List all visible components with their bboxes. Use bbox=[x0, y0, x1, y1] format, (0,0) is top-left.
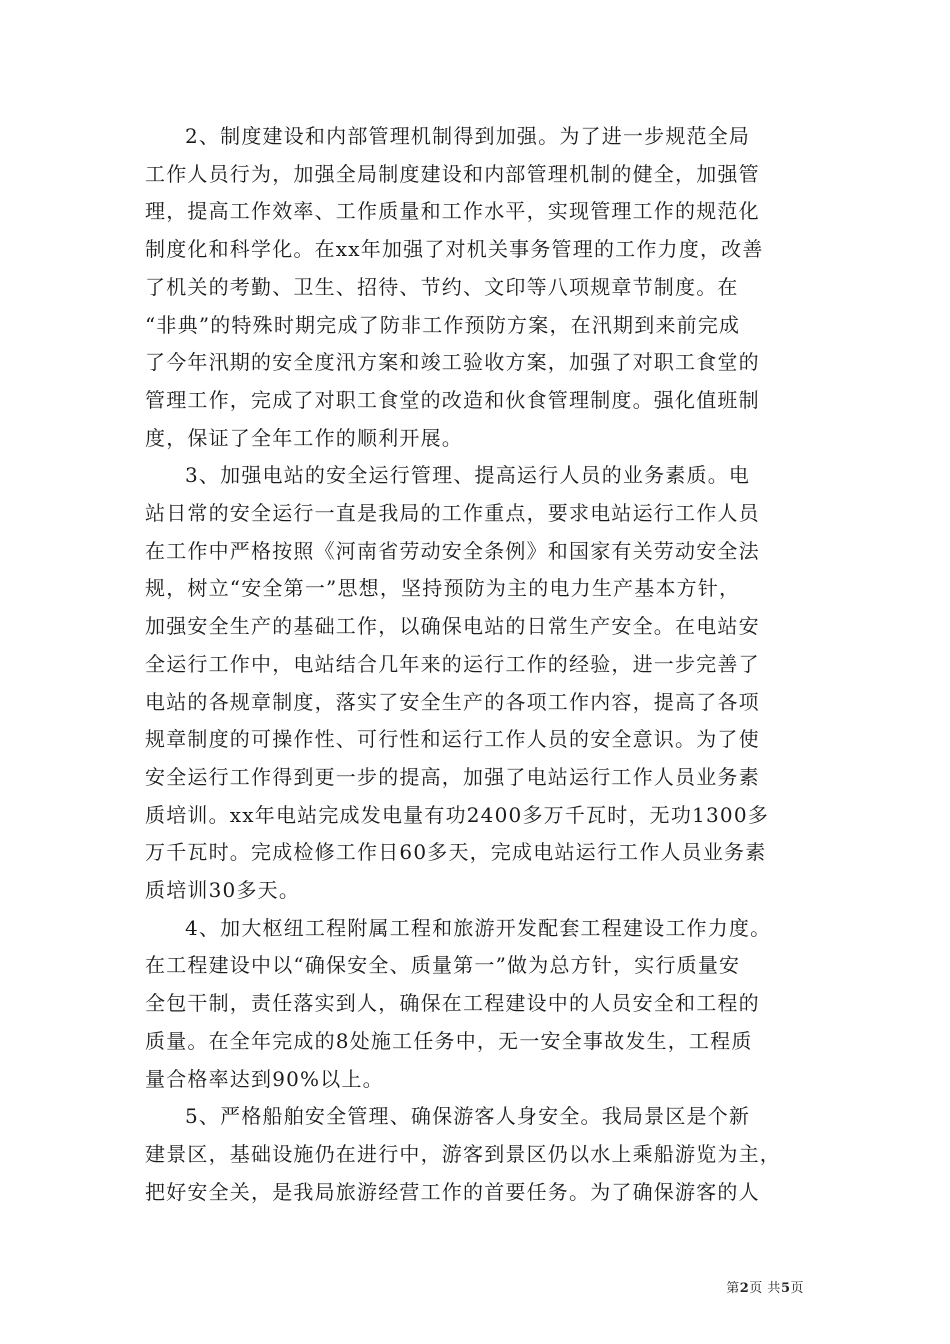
text-line: 度，保证了全年工作的顺利开展。 bbox=[145, 425, 463, 450]
document-body bbox=[145, 118, 805, 1211]
paragraph bbox=[145, 910, 805, 1099]
text-line: 安全运行工作得到更一步的提高，加强了电站运行工作人员业务素 bbox=[145, 764, 760, 789]
text-line: 5、严格船舶安全管理、确保游客人身安全。我局景区是个新 bbox=[185, 1104, 751, 1129]
text-line: 建景区，基础设施仍在进行中，游客到景区仍以水上乘船游览为主， bbox=[145, 1141, 781, 1166]
text-line: 2、制度建设和内部管理机制得到加强。为了进一步规范全局 bbox=[185, 124, 751, 148]
text-line: 质培训30多天。 bbox=[145, 878, 301, 903]
text-line: 工作人员行为，加强全局制度建设和内部管理机制的健全，加强管 bbox=[145, 161, 760, 186]
text-line: “非典”的特殊时期完成了防非工作预防方案，在汛期到来前完成 bbox=[145, 312, 741, 337]
text-line: 站日常的安全运行一直是我局的工作重点，要求电站运行工作人员 bbox=[145, 501, 760, 526]
text-line: 万千瓦时。完成检修工作日60多天，完成电站运行工作人员业务素 bbox=[145, 840, 767, 865]
text-line: 把好安全关，是我局旅游经营工作的首要任务。为了确保游客的人 bbox=[145, 1179, 760, 1204]
total-page-number: 5 bbox=[780, 1281, 791, 1296]
text-line: 了机关的考勤、卫生、招待、节约、文印等八项规章节制度。在 bbox=[145, 274, 739, 299]
footer-suffix: 页 bbox=[790, 1281, 804, 1296]
text-line: 全运行工作中，电站结合几年来的运行工作的经验，进一步完善了 bbox=[145, 651, 760, 676]
paragraph bbox=[145, 1098, 805, 1211]
text-line: 制度化和科学化。在xx年加强了对机关事务管理的工作力度，改善 bbox=[145, 237, 764, 262]
text-line: 质量。在全年完成的8处施工任务中，无一安全事故发生，工程质 bbox=[145, 1028, 753, 1053]
text-line: 在工程建设中以“确保安全、质量第一”做为总方针，实行质量安 bbox=[145, 953, 741, 978]
text-line: 规，树立“安全第一”思想，坚持预防为主的电力生产基本方针， bbox=[145, 576, 741, 601]
text-line: 了今年汛期的安全度汛方案和竣工验收方案，加强了对职工食堂的 bbox=[145, 350, 760, 375]
text-line: 加强安全生产的基础工作，以确保电站的日常生产安全。在电站安 bbox=[145, 614, 760, 639]
footer-middle: 页 共 bbox=[749, 1281, 781, 1296]
page-footer bbox=[726, 1277, 804, 1296]
text-line: 规章制度的可操作性、可行性和运行工作人员的安全意识。为了使 bbox=[145, 727, 760, 752]
paragraph bbox=[145, 457, 805, 909]
text-line: 全包干制，责任落实到人，确保在工程建设中的人员安全和工程的 bbox=[145, 991, 760, 1016]
text-line: 质培训。xx年电站完成发电量有功2400多万千瓦时，无功1300多 bbox=[145, 802, 769, 827]
text-line: 在工作中严格按照《河南省劳动安全条例》和国家有关劳动安全法 bbox=[145, 538, 760, 563]
footer-prefix: 第 bbox=[726, 1281, 740, 1296]
text-line: 管理工作，完成了对职工食堂的改造和伙食管理制度。强化值班制 bbox=[145, 387, 760, 412]
text-line: 理，提高工作效率、工作质量和工作水平，实现管理工作的规范化 bbox=[145, 199, 760, 224]
text-line: 4、加大枢纽工程附属工程和旅游开发配套工程建设工作力度。 bbox=[185, 915, 772, 940]
text-line: 电站的各规章制度，落实了安全生产的各项工作内容，提高了各项 bbox=[145, 689, 760, 714]
current-page-number: 2 bbox=[739, 1281, 750, 1296]
paragraph bbox=[145, 118, 805, 457]
text-line: 量合格率达到90%以上。 bbox=[145, 1066, 384, 1091]
text-line: 3、加强电站的安全运行管理、提高运行人员的业务素质。电 bbox=[185, 463, 751, 488]
